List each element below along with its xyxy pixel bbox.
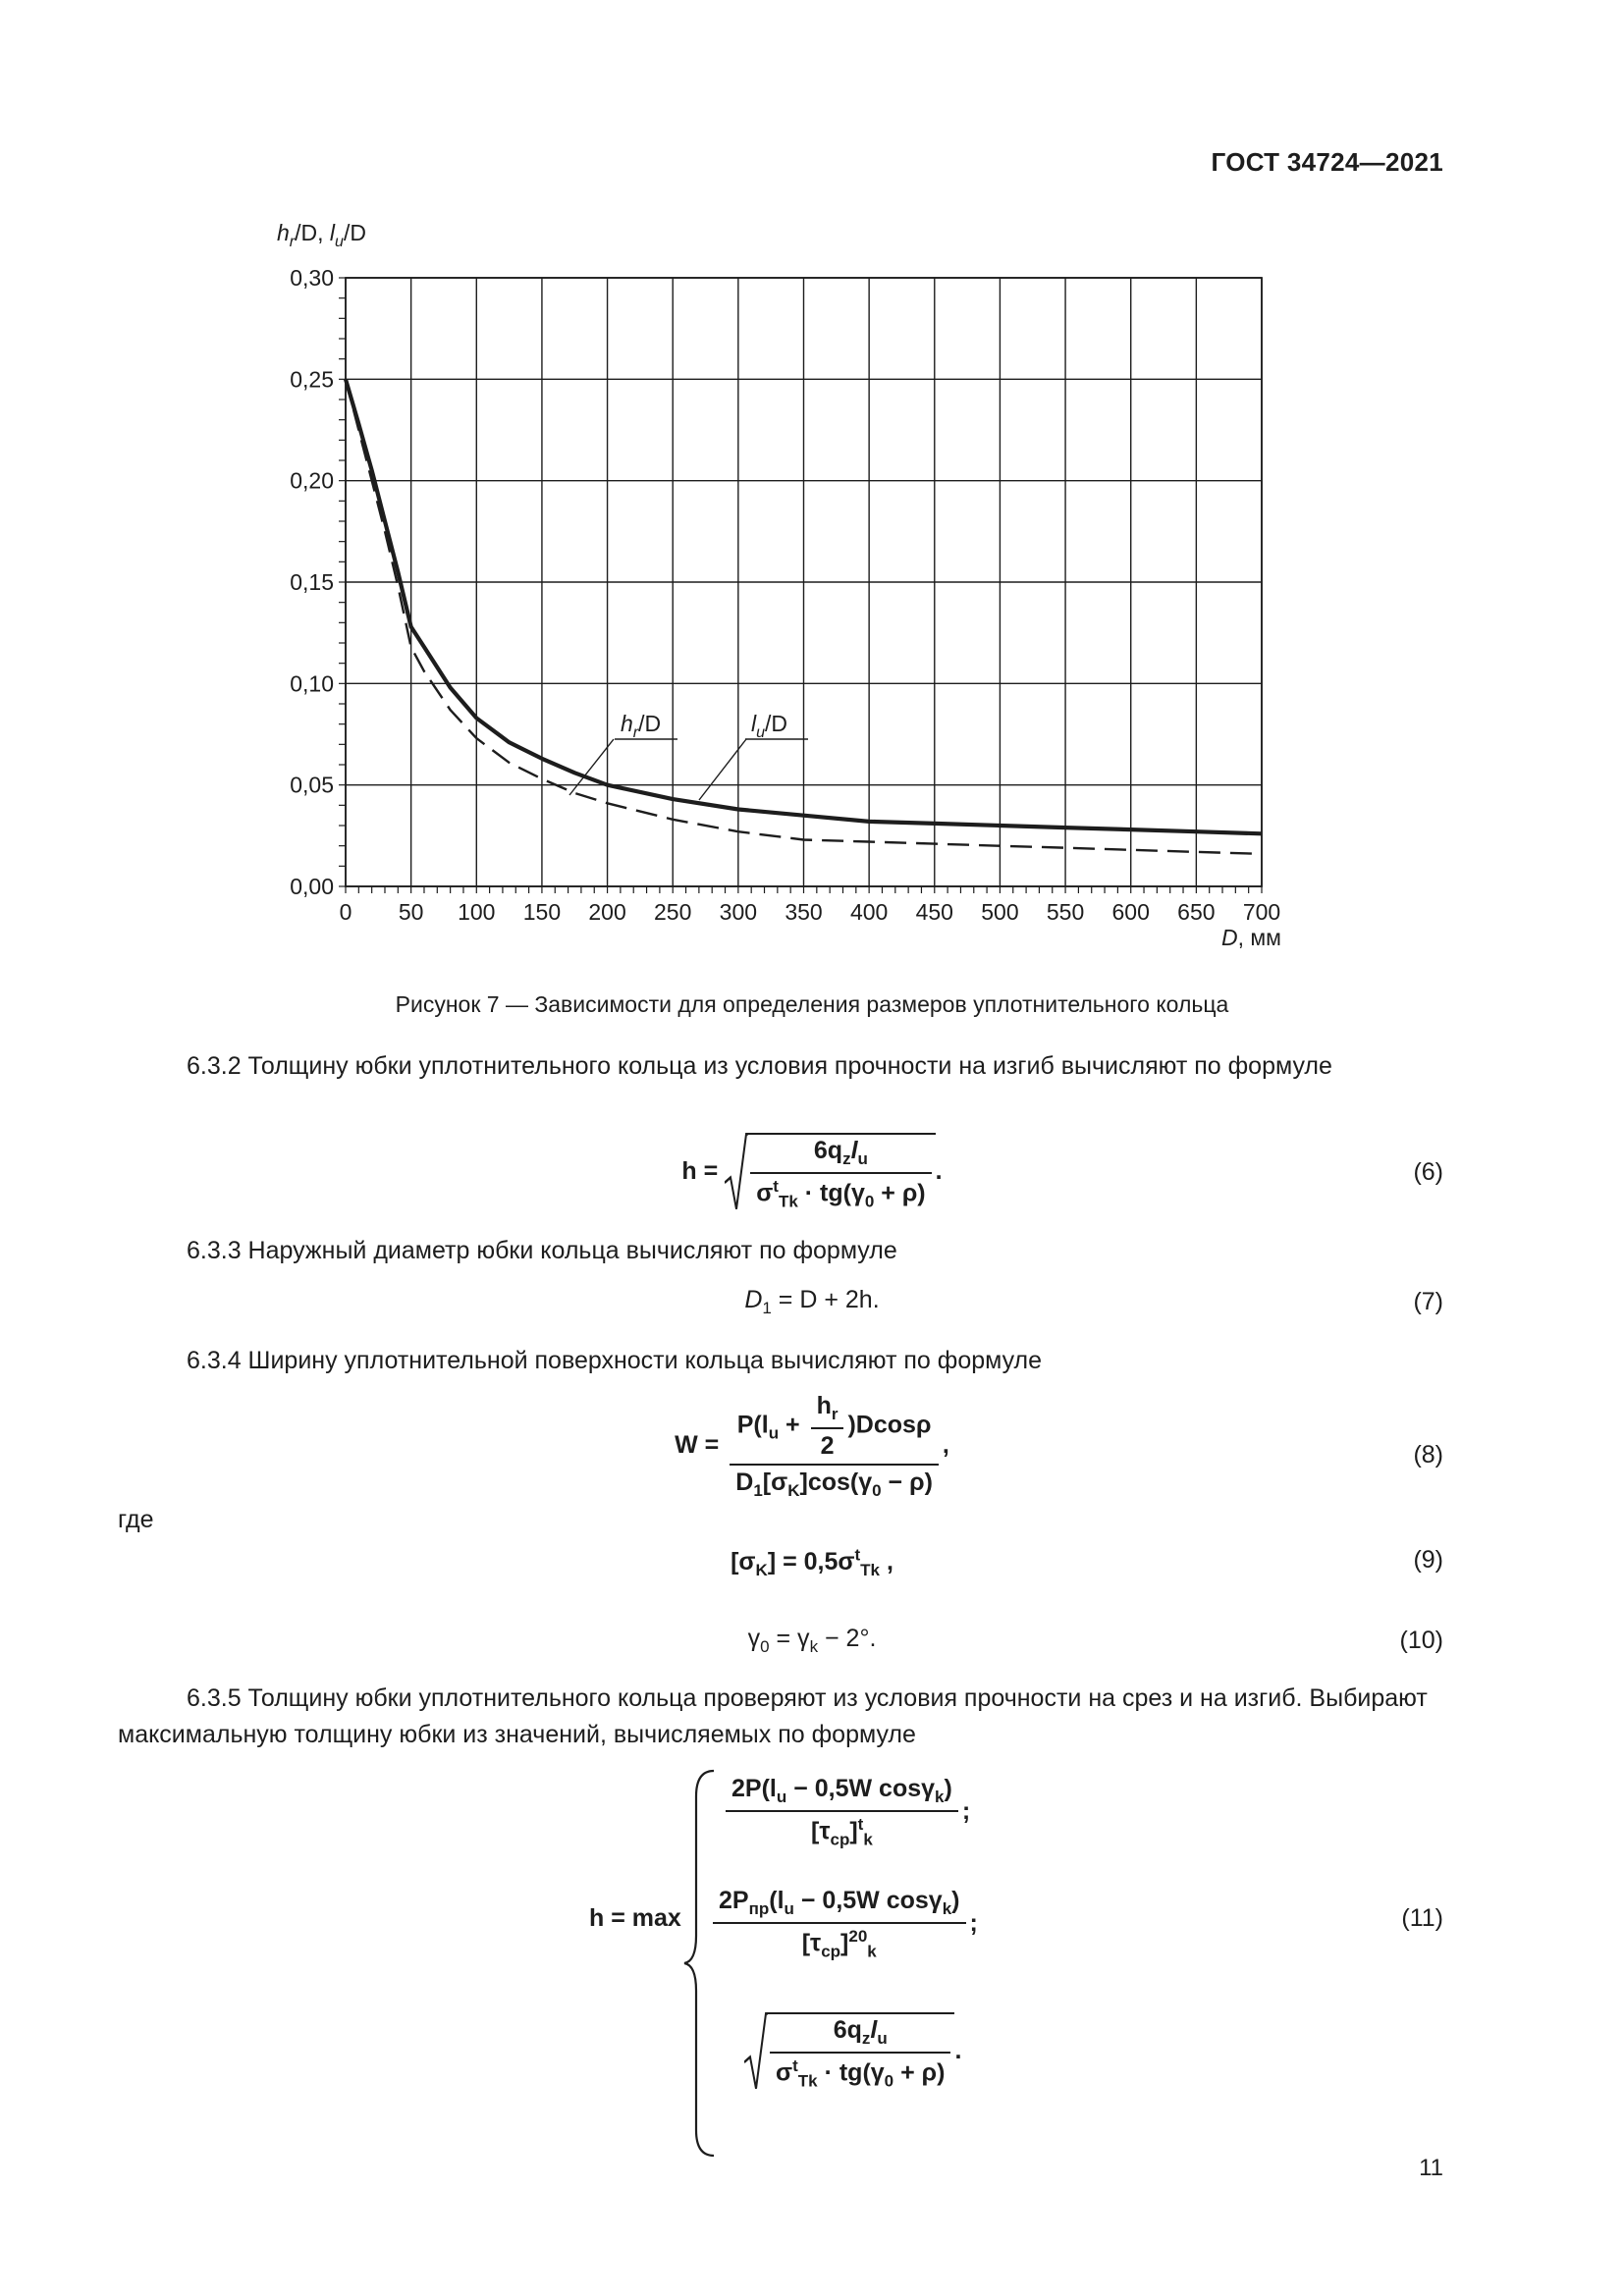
- paragraph-6-3-3: 6.3.3 Наружный диаметр юбки кольца вычисляют по формуле: [187, 1237, 897, 1264]
- where-label: где: [118, 1506, 154, 1533]
- formula-6: h = $\frac{6q_zl_u}{\sigma^t_{Tk} \cdot tg(\gamma_0 + \rho)}$ .: [0, 1133, 1624, 1211]
- standard-code: ГОСТ 34724—2021: [1211, 147, 1443, 177]
- figure-7-chart: [236, 211, 1335, 967]
- y-tick-label: 0,20: [290, 467, 334, 494]
- annotation-lu-d: $l_u/D$: [751, 711, 788, 741]
- annotation-hr-d: $h_r/D$: [621, 711, 662, 741]
- y-tick-label: 0,25: [290, 366, 334, 393]
- x-tick-label: 200: [588, 899, 626, 925]
- formula-number-6: (6): [1413, 1158, 1443, 1186]
- x-tick-label: 350: [785, 899, 823, 925]
- formula-11-brace: [682, 1767, 722, 2160]
- x-tick-label: 450: [915, 899, 953, 925]
- paragraph-6-3-4: 6.3.4 Ширину уплотнительной поверхности кольца вычисляют по формуле: [187, 1347, 1043, 1374]
- figure-caption: Рисунок 7 — Зависимости для определения размеров уплотнительного кольца: [395, 991, 1229, 1017]
- y-tick-label: 0,05: [290, 772, 334, 798]
- formula-number-9: (9): [1413, 1546, 1443, 1574]
- y-tick-label: 0,00: [290, 874, 334, 899]
- x-tick-label: 150: [522, 899, 562, 925]
- x-tick-label: 50: [398, 899, 424, 925]
- paragraph-6-3-2: 6.3.2 Толщину юбки уплотнительного кольца из условия прочности на изгиб вычисляют по формуле: [187, 1052, 1332, 1080]
- formula-10: $\gamma_0 = \gamma_k - 2^\circ$.: [747, 1625, 877, 1656]
- formula-number-11: (11): [1401, 1904, 1443, 1932]
- formula-number-7: (7): [1413, 1288, 1443, 1315]
- formula-11-row-2: $\frac{2P_{пр}(l_u - 0,5W \cos\gamma_k)}{[\tau_{ср}]^{20}_k}$ ;: [709, 1887, 978, 1961]
- y-tick-label: 0,10: [290, 670, 334, 697]
- x-tick-label: 550: [1046, 899, 1085, 925]
- paragraph-6-3-5: 6.3.5 Толщину юбки уплотнительного кольца проверяют из условия прочности на срез и на изгиб. Выбирают максимальную толщину юбки из значений, вычисляемых по формуле: [118, 1684, 1428, 1748]
- x-tick-label: 650: [1177, 899, 1216, 925]
- formula-11-row-3: $\frac{6q_zl_u}{\sigma^t_{Tk} \cdot tg(\gamma_0 + \rho)}$ .: [744, 2012, 961, 2091]
- formula-number-10: (10): [1399, 1627, 1443, 1654]
- formula-8: W = $P(l_u$ + $\frac{h_r}{2}$ )Dcosρ $D_1[\sigma_K]\cos(\gamma_0 - \rho)$ ,: [675, 1392, 949, 1500]
- x-tick-label: 500: [981, 899, 1019, 925]
- formula-11-lhs: h = max: [589, 1904, 681, 1932]
- x-tick-label: 250: [654, 899, 692, 925]
- x-tick-label: 600: [1111, 899, 1150, 925]
- x-tick-label: 300: [719, 899, 758, 925]
- annotation-leader-line: [699, 739, 746, 800]
- formula-number-8: (8): [1413, 1441, 1443, 1468]
- x-axis-label: D, мм: [1220, 925, 1281, 950]
- formula-9: $[\sigma_K] = 0,5\sigma^t_{Tk}$ ,: [731, 1546, 893, 1580]
- y-tick-label: 0,30: [290, 265, 334, 291]
- y-tick-label: 0,15: [290, 569, 334, 595]
- x-tick-label: 100: [458, 899, 496, 925]
- x-tick-label: 700: [1242, 899, 1281, 925]
- formula-7: $D_1 = D + 2h$.: [744, 1286, 880, 1317]
- formula-11-row-1: $\frac{2P(l_u - 0,5W \cos\gamma_k)}{[\tau_{ср}]^t_k}$ ;: [722, 1775, 970, 1849]
- x-tick-label: 0: [339, 899, 352, 925]
- y-axis-label: $h_r/D$, $l_u/D$: [277, 220, 366, 250]
- x-tick-label: 400: [849, 899, 889, 925]
- page-number: 11: [1419, 2155, 1443, 2181]
